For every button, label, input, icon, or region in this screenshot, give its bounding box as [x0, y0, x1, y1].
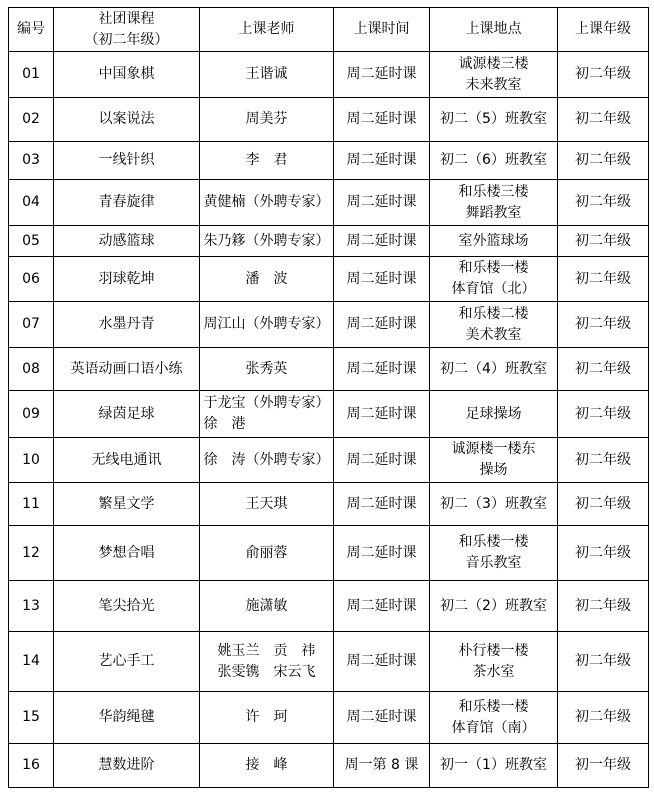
cell-id: 13 [9, 581, 54, 632]
cell-teacher-lines [204, 393, 330, 435]
cell-grade: 初二年级 [558, 526, 649, 581]
cell-place [430, 526, 558, 581]
cell-course: 繁星文学 [54, 483, 200, 526]
cell-place-lines [430, 304, 557, 346]
header-grade: 上课年级 [558, 8, 649, 52]
cell-teacher-line: 许 珂 [245, 709, 288, 725]
cell-place-lines [430, 231, 557, 252]
cell-place-line: 和乐楼一楼 [458, 698, 529, 715]
cell-teacher-lines [200, 64, 333, 85]
cell-place-line: 体育馆（南） [451, 719, 536, 736]
cell-course: 慧数进阶 [54, 744, 200, 788]
cell-place [430, 632, 558, 692]
cell-course: 羽球乾坤 [54, 257, 200, 302]
cell-teacher [200, 257, 334, 302]
cell-grade: 初二年级 [558, 438, 649, 483]
table-row [9, 52, 649, 98]
cell-teacher-line: 潘 波 [245, 270, 288, 287]
cell-teacher-line: 徐 港 [203, 416, 246, 432]
cell-place [430, 142, 558, 180]
table-row [9, 257, 649, 302]
club-course-table [8, 7, 649, 788]
cell-id: 12 [9, 526, 54, 581]
cell-grade: 初二年级 [558, 391, 649, 438]
cell-place-line: 初二（4）班教室 [440, 360, 547, 377]
cell-grade: 初二年级 [558, 632, 649, 692]
cell-grade: 初二年级 [558, 692, 649, 744]
cell-place [430, 226, 558, 257]
cell-time: 周二延时课 [334, 348, 430, 391]
cell-id: 07 [9, 302, 54, 348]
table-row [9, 98, 649, 142]
cell-id: 15 [9, 692, 54, 744]
cell-time: 周二延时课 [334, 226, 430, 257]
cell-grade: 初二年级 [558, 226, 649, 257]
cell-place-line: 室外篮球场 [458, 232, 529, 249]
header-row [9, 8, 649, 52]
cell-time: 周二延时课 [334, 526, 430, 581]
cell-course: 梦想合唱 [54, 526, 200, 581]
cell-teacher-line: 王天琪 [245, 495, 288, 512]
cell-grade: 初二年级 [558, 257, 649, 302]
cell-teacher-line: 张秀英 [245, 360, 288, 377]
cell-teacher [200, 226, 334, 257]
cell-teacher [200, 348, 334, 391]
cell-place [430, 180, 558, 226]
cell-place-lines [430, 439, 557, 481]
cell-place-line: 诚源楼三楼 [458, 55, 529, 72]
cell-place [430, 692, 558, 744]
cell-grade: 初二年级 [558, 52, 649, 98]
cell-course: 水墨丹青 [54, 302, 200, 348]
cell-teacher-line: 徐 涛（外聘专家） [203, 451, 330, 468]
cell-place-lines [430, 54, 557, 96]
cell-place [430, 438, 558, 483]
table-row [9, 483, 649, 526]
cell-teacher [200, 581, 334, 632]
cell-place-line: 初二（3）班教室 [440, 495, 547, 512]
cell-place-lines [430, 596, 557, 617]
cell-teacher-lines [200, 192, 333, 213]
cell-teacher-lines [200, 150, 333, 171]
cell-teacher [200, 142, 334, 180]
cell-course: 英语动画口语小练 [54, 348, 200, 391]
cell-place-line: 和乐楼三楼 [458, 183, 529, 200]
cell-place-lines [430, 109, 557, 130]
cell-teacher [200, 98, 334, 142]
cell-grade: 初二年级 [558, 142, 649, 180]
cell-place-lines [430, 258, 557, 300]
cell-teacher-line: 朱乃簃（外聘专家） [203, 232, 330, 249]
cell-teacher-line: 王谐诚 [245, 66, 288, 82]
cell-teacher-line: 黄健楠（外聘专家） [203, 194, 330, 210]
table-row [9, 438, 649, 483]
cell-place [430, 52, 558, 98]
cell-place [430, 302, 558, 348]
cell-time: 周二延时课 [334, 632, 430, 692]
table-row [9, 632, 649, 692]
cell-place-line: 音乐教室 [465, 555, 522, 571]
cell-id: 16 [9, 744, 54, 788]
cell-grade: 初二年级 [558, 483, 649, 526]
cell-grade: 初二年级 [558, 302, 649, 348]
cell-time: 周二延时课 [334, 180, 430, 226]
cell-teacher-lines [200, 269, 333, 290]
schedule-table-wrapper [8, 7, 649, 788]
cell-teacher [200, 526, 334, 581]
cell-place-line: 足球操场 [465, 405, 522, 422]
cell-place-lines [430, 494, 557, 515]
cell-course: 艺心手工 [54, 632, 200, 692]
cell-teacher [200, 692, 334, 744]
header-course-line1: 社团课程 [98, 10, 155, 27]
header-place: 上课地点 [430, 8, 558, 52]
cell-id: 02 [9, 98, 54, 142]
table-row [9, 391, 649, 438]
cell-id: 06 [9, 257, 54, 302]
cell-place-line: 操场 [479, 462, 508, 478]
cell-place [430, 581, 558, 632]
table-row [9, 226, 649, 257]
cell-teacher-lines [200, 707, 333, 728]
cell-teacher-lines [200, 314, 333, 335]
cell-place-lines [430, 532, 557, 574]
cell-time: 周二延时课 [334, 52, 430, 98]
cell-course: 动感篮球 [54, 226, 200, 257]
cell-teacher-line: 张雯镌 宋云飞 [217, 663, 316, 680]
cell-time: 周二延时课 [334, 581, 430, 632]
cell-id: 05 [9, 226, 54, 257]
cell-time: 周一第 8 课 [334, 744, 430, 788]
header-course [54, 8, 200, 52]
cell-teacher [200, 180, 334, 226]
table-row [9, 526, 649, 581]
table-row [9, 302, 649, 348]
cell-grade: 初二年级 [558, 581, 649, 632]
cell-place-lines [430, 641, 557, 683]
cell-teacher [200, 52, 334, 98]
cell-time: 周二延时课 [334, 302, 430, 348]
cell-place [430, 391, 558, 438]
cell-course: 中国象棋 [54, 52, 200, 98]
header-course-line2: （初二年级） [84, 31, 169, 48]
table-row [9, 744, 649, 788]
table-row [9, 692, 649, 744]
cell-id: 09 [9, 391, 54, 438]
cell-teacher-line: 李 君 [245, 152, 288, 168]
cell-course: 无线电通讯 [54, 438, 200, 483]
cell-id: 14 [9, 632, 54, 692]
cell-teacher-lines [200, 450, 333, 471]
cell-time: 周二延时课 [334, 98, 430, 142]
cell-teacher-line: 于龙宝（外聘专家） [203, 395, 330, 411]
cell-id: 01 [9, 52, 54, 98]
cell-teacher-lines [200, 359, 333, 380]
cell-place [430, 257, 558, 302]
cell-teacher-lines [200, 596, 333, 617]
cell-place-line: 初二（2）班教室 [440, 597, 547, 614]
cell-id: 11 [9, 483, 54, 526]
cell-place-line: 初二（5）班教室 [440, 111, 547, 127]
cell-teacher-lines [218, 641, 316, 683]
cell-place [430, 348, 558, 391]
cell-teacher-lines [200, 543, 333, 564]
cell-place-lines [430, 182, 557, 224]
table-row [9, 142, 649, 180]
cell-teacher [200, 438, 334, 483]
cell-id: 10 [9, 438, 54, 483]
table-row [9, 180, 649, 226]
cell-place-lines [430, 150, 557, 171]
cell-place-line: 诚源楼一楼东 [451, 441, 536, 457]
cell-time: 周二延时课 [334, 142, 430, 180]
cell-teacher-line: 俞丽蓉 [245, 544, 288, 561]
cell-id: 04 [9, 180, 54, 226]
cell-place-line: 体育馆（北） [451, 281, 536, 297]
cell-teacher [200, 744, 334, 788]
table-row [9, 581, 649, 632]
cell-place-line: 美术教室 [465, 326, 522, 343]
cell-time: 周二延时课 [334, 257, 430, 302]
cell-grade: 初二年级 [558, 348, 649, 391]
cell-teacher-lines [200, 494, 333, 515]
cell-place [430, 483, 558, 526]
cell-course: 青春旋律 [54, 180, 200, 226]
header-teacher: 上课老师 [200, 8, 334, 52]
cell-id: 03 [9, 142, 54, 180]
cell-teacher-line: 周江山（外聘专家） [203, 316, 330, 332]
cell-place-lines [430, 697, 557, 739]
cell-teacher [200, 632, 334, 692]
cell-place [430, 98, 558, 142]
cell-grade: 初一年级 [558, 744, 649, 788]
cell-teacher-lines [200, 109, 333, 130]
cell-place-line: 茶水室 [472, 663, 515, 680]
cell-course: 以案说法 [54, 98, 200, 142]
cell-place [430, 744, 558, 788]
cell-place-line: 初一（1）班教室 [440, 757, 547, 773]
header-time: 上课时间 [334, 8, 430, 52]
cell-time: 周二延时课 [334, 391, 430, 438]
cell-teacher-line: 施潇敏 [245, 597, 288, 614]
cell-course: 一线针织 [54, 142, 200, 180]
cell-course: 华韵绳毽 [54, 692, 200, 744]
cell-teacher-lines [200, 231, 333, 252]
cell-place-line: 和乐楼一楼 [458, 534, 529, 550]
cell-teacher-lines [200, 755, 333, 776]
cell-time: 周二延时课 [334, 438, 430, 483]
cell-teacher-line: 接 峰 [245, 757, 288, 773]
header-id: 编号 [9, 8, 54, 52]
cell-time: 周二延时课 [334, 692, 430, 744]
cell-teacher [200, 483, 334, 526]
cell-teacher [200, 391, 334, 438]
cell-teacher [200, 302, 334, 348]
cell-grade: 初二年级 [558, 180, 649, 226]
cell-place-lines [430, 755, 557, 776]
cell-teacher-line: 姚玉兰 贡 祎 [217, 642, 316, 659]
table-row [9, 348, 649, 391]
cell-course: 绿茵足球 [54, 391, 200, 438]
cell-time: 周二延时课 [334, 483, 430, 526]
cell-place-line: 朴行楼一楼 [458, 642, 529, 659]
cell-grade: 初二年级 [558, 98, 649, 142]
table-body [9, 8, 649, 788]
cell-place-line: 初二（6）班教室 [440, 152, 547, 168]
cell-teacher-line: 周美芬 [245, 111, 288, 127]
cell-place-lines [430, 404, 557, 425]
cell-course: 笔尖拾光 [54, 581, 200, 632]
cell-id: 08 [9, 348, 54, 391]
cell-place-lines [430, 359, 557, 380]
cell-place-line: 和乐楼二楼 [458, 305, 529, 322]
cell-place-line: 舞蹈教室 [465, 204, 522, 221]
cell-place-line: 和乐楼一楼 [458, 260, 529, 276]
cell-place-line: 未来教室 [465, 76, 522, 93]
